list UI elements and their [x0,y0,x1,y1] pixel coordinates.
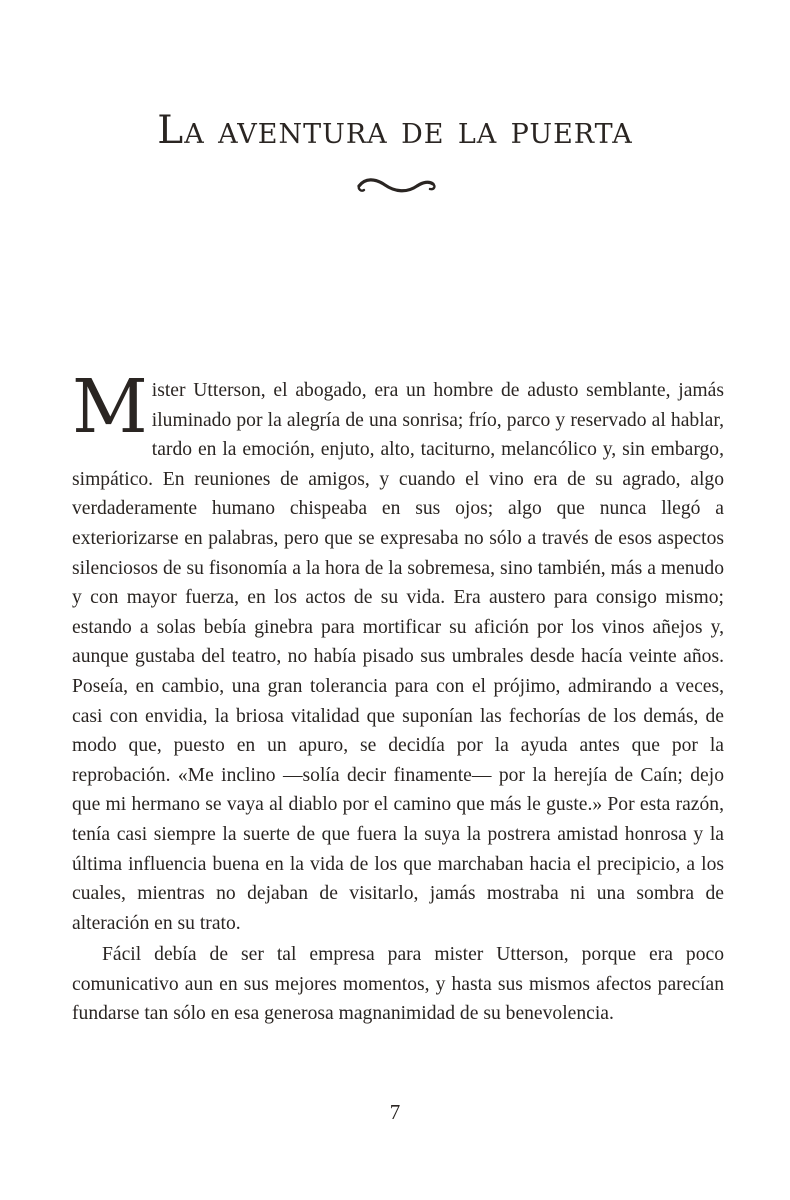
drop-cap: M [72,364,148,450]
swash-ornament-icon [355,174,437,198]
paragraph-first [72,364,724,938]
paragraph-first-text: ister Utterson, el abogado, era un hombre de adusto semblante, jamás iluminado por la alegría de una sonrisa; frío, parco y reservado al hablar, tardo en la emoción, enjuto, alto, taciturno, melancólico y, sin embargo, simpático. En reuniones de amigos, y cuando el vino era de su agrado, algo verdaderamente humano chispeaba en sus ojos; algo que nunca llegó a exteriorizarse en palabras, pero que se expresaba no sólo a través de esos aspectos silenciosos de su fisonomía a la hora de la sobremesa, sino también, más a menudo y con mayor fuerza, en los actos de su vida. Era austero para consigo mismo; estando a solas bebía ginebra para mortificar su afición por los vinos añejos y, aunque gustaba del teatro, no había pisado sus umbrales desde hacía veinte años. Poseía, en cambio, una gran tolerancia para con el prójimo, admirando a veces, casi con envidia, la briosa vitalidad que suponían las fechorías de los demás, de modo que, puesto en un apuro, se decidía por la ayuda antes que por la reprobación. «Me inclino —solía decir finamente— por la herejía de Caín; dejo que mi hermano se vaya al diablo por el camino que más le guste.» Por esta razón, tenía casi siempre la suerte de que fuera la suya la postrera amistad honrosa y la última influencia buena en la vida de los que marchaban hacia el precipicio, a los cuales, mientras no dejaban de visitarlo, jamás mostraba ni una sombra de alteración en su trato. [72,380,724,934]
chapter-body [72,364,724,1029]
page-number: 7 [389,1100,401,1124]
chapter-title: La aventura de la puerta [157,108,633,153]
paragraph-second: Fácil debía de ser tal empresa para mister Utterson, porque era poco comunicativo aun en sus mejores momentos, y hasta sus mismos afectos parecían fundarse tan sólo en esa generosa magnanimidad de su benevolencia. [72,944,724,1025]
